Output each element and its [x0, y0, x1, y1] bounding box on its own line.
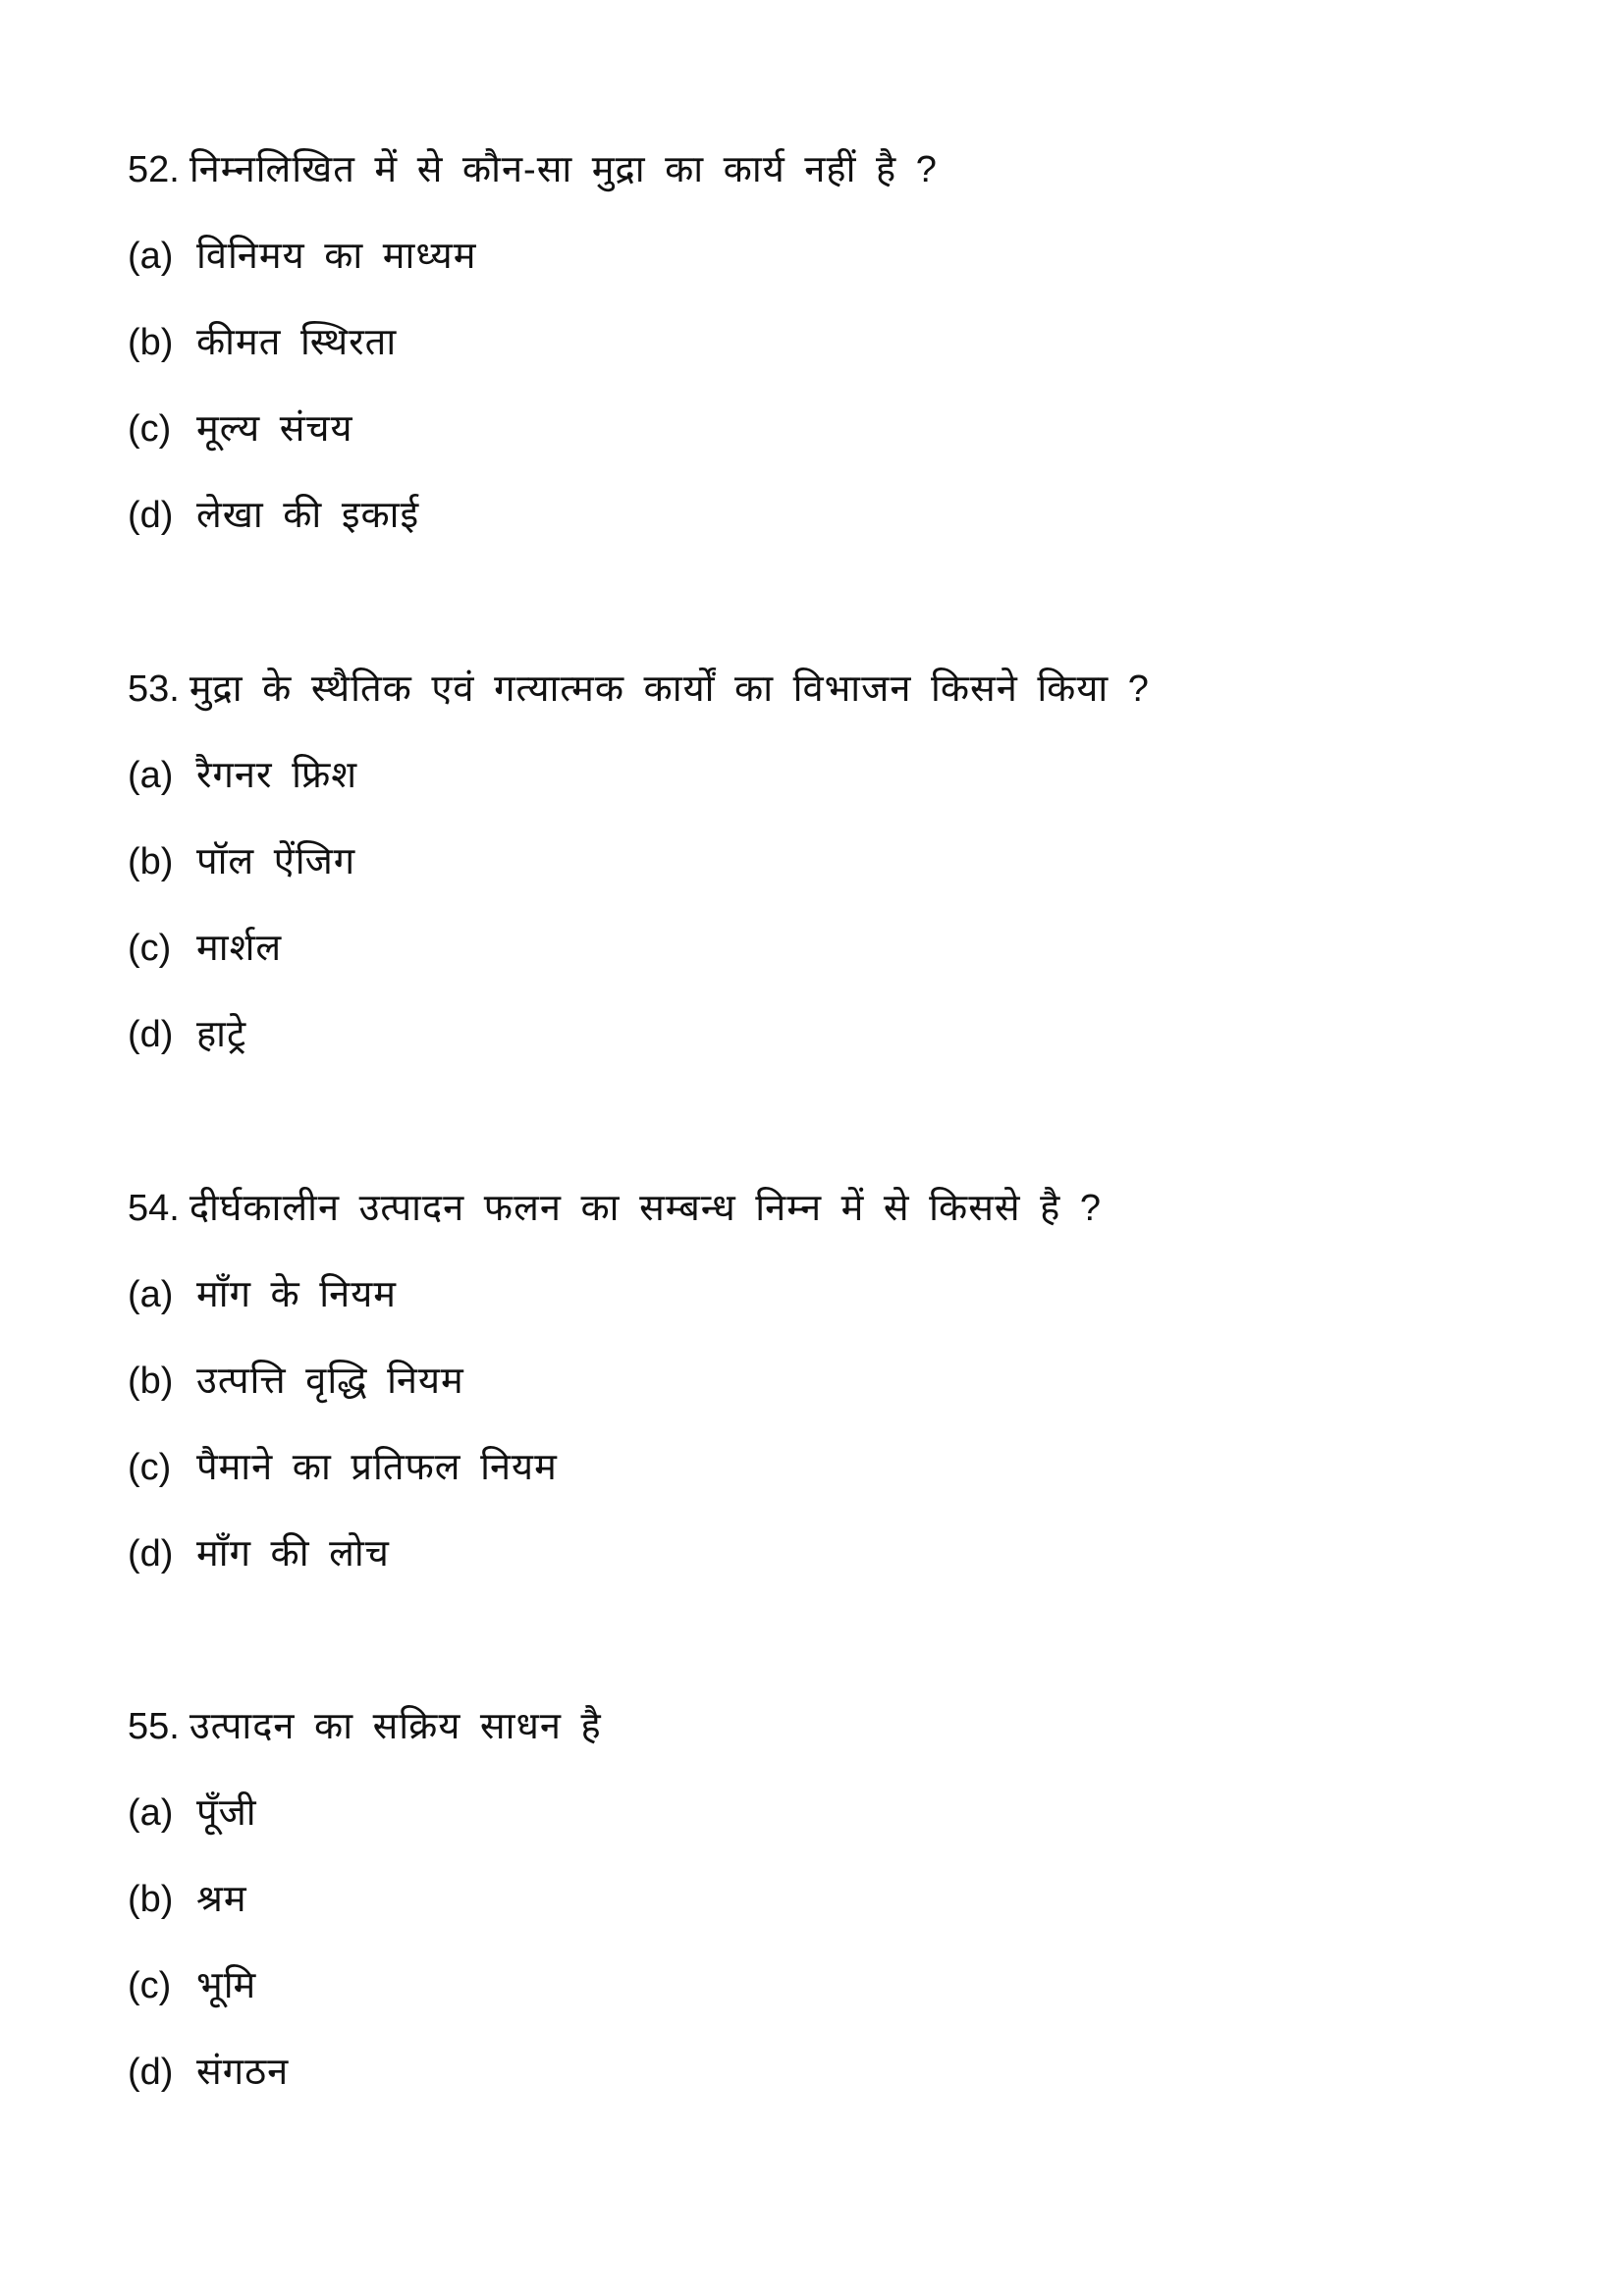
- option-text: उत्पत्ति वृद्धि नियम: [196, 1361, 464, 1402]
- option-text: कीमत स्थिरता: [196, 322, 398, 363]
- question-number: 55.: [128, 1706, 180, 1747]
- option-d: [128, 1012, 246, 1057]
- question-text: निम्नलिखित में से कौन-सा मुद्रा का कार्य नहीं है ?: [189, 149, 938, 190]
- option-text: पूँजी: [196, 1792, 257, 1834]
- option-b: [128, 1877, 247, 1922]
- option-text: मूल्य संचय: [196, 408, 353, 450]
- option-text: लेखा की इकाई: [196, 495, 420, 536]
- option-text: पॉल ऐंजिग: [196, 841, 356, 882]
- option-text: संगठन: [196, 2052, 290, 2093]
- question-stem: [128, 1704, 602, 1749]
- option-label: (d): [128, 495, 174, 536]
- question-number: 52.: [128, 149, 180, 190]
- option-b: [128, 320, 397, 365]
- option-c: [128, 926, 282, 971]
- option-label: (c): [128, 928, 172, 969]
- option-label: (c): [128, 1965, 172, 2006]
- question-number: 53.: [128, 668, 180, 710]
- option-c: [128, 1963, 256, 2008]
- question-number: 54.: [128, 1188, 180, 1229]
- option-a: [128, 1272, 397, 1317]
- option-b: [128, 839, 355, 884]
- option-label: (a): [128, 1274, 174, 1315]
- option-d: [128, 493, 419, 538]
- option-c: [128, 406, 353, 452]
- option-label: (a): [128, 1792, 174, 1834]
- option-text: हाट्रे: [196, 1014, 247, 1055]
- option-d: [128, 1531, 390, 1576]
- question-text: मुद्रा के स्थैतिक एवं गत्यात्मक कार्यों का विभाजन किसने किया ?: [189, 668, 1150, 710]
- option-a: [128, 1790, 257, 1836]
- question-text: उत्पादन का सक्रिय साधन है: [189, 1706, 602, 1747]
- option-label: (c): [128, 408, 172, 450]
- question-text: दीर्घकालीन उत्पादन फलन का सम्बन्ध निम्न में से किससे है ?: [189, 1188, 1103, 1229]
- question-stem: [128, 667, 1150, 712]
- option-c: [128, 1445, 558, 1490]
- option-label: (a): [128, 236, 174, 277]
- option-text: श्रम: [196, 1879, 247, 1920]
- option-text: विनिमय का माध्यम: [196, 236, 477, 277]
- option-label: (b): [128, 1361, 174, 1402]
- question-stem: [128, 147, 938, 192]
- question-stem: [128, 1186, 1102, 1231]
- option-label: (b): [128, 322, 174, 363]
- option-text: रैगनर फ्रिश: [196, 755, 358, 796]
- option-a: [128, 753, 357, 798]
- option-b: [128, 1359, 464, 1404]
- option-label: (c): [128, 1447, 172, 1488]
- option-label: (d): [128, 1014, 174, 1055]
- option-text: माँग के नियम: [196, 1274, 397, 1315]
- option-text: पैमाने का प्रतिफल नियम: [196, 1447, 558, 1488]
- option-d: [128, 2050, 289, 2095]
- option-label: (a): [128, 755, 174, 796]
- option-label: (d): [128, 1533, 174, 1575]
- option-label: (b): [128, 1879, 174, 1920]
- option-a: [128, 234, 476, 279]
- option-text: मार्शल: [196, 928, 283, 969]
- option-text: भूमि: [196, 1965, 257, 2006]
- option-text: माँग की लोच: [196, 1533, 390, 1575]
- option-label: (b): [128, 841, 174, 882]
- option-label: (d): [128, 2052, 174, 2093]
